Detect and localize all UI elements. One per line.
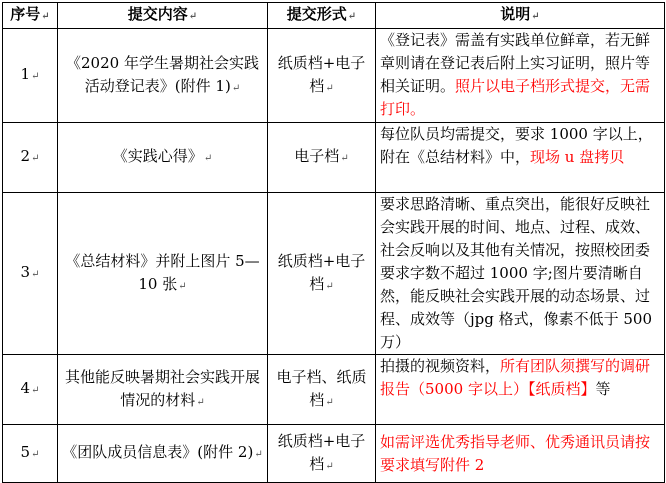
highlight-text: 所有团队须撰写的调研报告（5000 字以上）【纸质档】 — [380, 357, 651, 398]
table-header-row — [3, 3, 665, 29]
cell-seq: 1↵ — [3, 29, 58, 123]
cell-content: 《总结材料》并附上图片 5—10 张↵ — [58, 193, 268, 355]
cell-seq: 4↵ — [3, 355, 58, 425]
header-desc: 说明↵ — [376, 3, 665, 29]
header-seq: 序号↵ — [3, 3, 58, 29]
cell-seq: 5↵ — [3, 425, 58, 483]
cell-seq: 3↵ — [3, 193, 58, 355]
cell-content: 《团队成员信息表》(附件 2)↵ — [58, 425, 268, 483]
cell-desc: 《登记表》需盖有实践单位鲜章，若无鲜章则请在登记表后附上实习证明，照片等相关证明。照片以电子档形式提交，无需打印。 — [376, 29, 665, 123]
submission-table — [2, 2, 665, 483]
highlight-text: 如需评选优秀指导老师、优秀通讯员请按要求填写附件 2 — [380, 432, 651, 474]
highlight-text: 照片以电子档形式提交，无需打印。 — [380, 77, 651, 118]
highlight-text: 现场 u 盘拷贝 — [530, 148, 625, 166]
table-row — [3, 425, 665, 483]
cell-desc: 每位队员均需提交，要求 1000 字以上，附在《总结材料》中，现场 u 盘拷贝 — [376, 123, 665, 193]
header-form: 提交形式↵ — [268, 3, 376, 29]
cell-content: 其他能反映暑期社会实践开展情况的材料↵ — [58, 355, 268, 425]
table-row — [3, 123, 665, 193]
cell-desc: 要求思路清晰、重点突出，能很好反映社会实践开展的时间、地点、过程、成效、社会反响以及其他有关情况，按照校团委要求字数不超过 1000 字;图片要清晰自然，能反映社会实践开展的动态场景、过程、成效等（jpg 格式，像素不低于 500 万） — [376, 193, 665, 355]
cell-desc — [376, 425, 665, 483]
cell-content: 《实践心得》↵ — [58, 123, 268, 193]
cell-form: 纸质档+电子档↵ — [268, 193, 376, 355]
cell-content: 《2020 年学生暑期社会实践活动登记表》(附件 1)↵ — [58, 29, 268, 123]
header-content: 提交内容↵ — [58, 3, 268, 29]
cell-desc: 拍摄的视频资料，所有团队须撰写的调研报告（5000 字以上）【纸质档】等 — [376, 355, 665, 425]
cell-seq: 2↵ — [3, 123, 58, 193]
table-row — [3, 29, 665, 123]
cell-form: 电子档、纸质档↵ — [268, 355, 376, 425]
cell-form: 电子档↵ — [268, 123, 376, 193]
cell-form: 纸质档+电子档↵ — [268, 425, 376, 483]
table-row — [3, 193, 665, 355]
table-row — [3, 355, 665, 425]
cell-form: 纸质档+电子档↵ — [268, 29, 376, 123]
